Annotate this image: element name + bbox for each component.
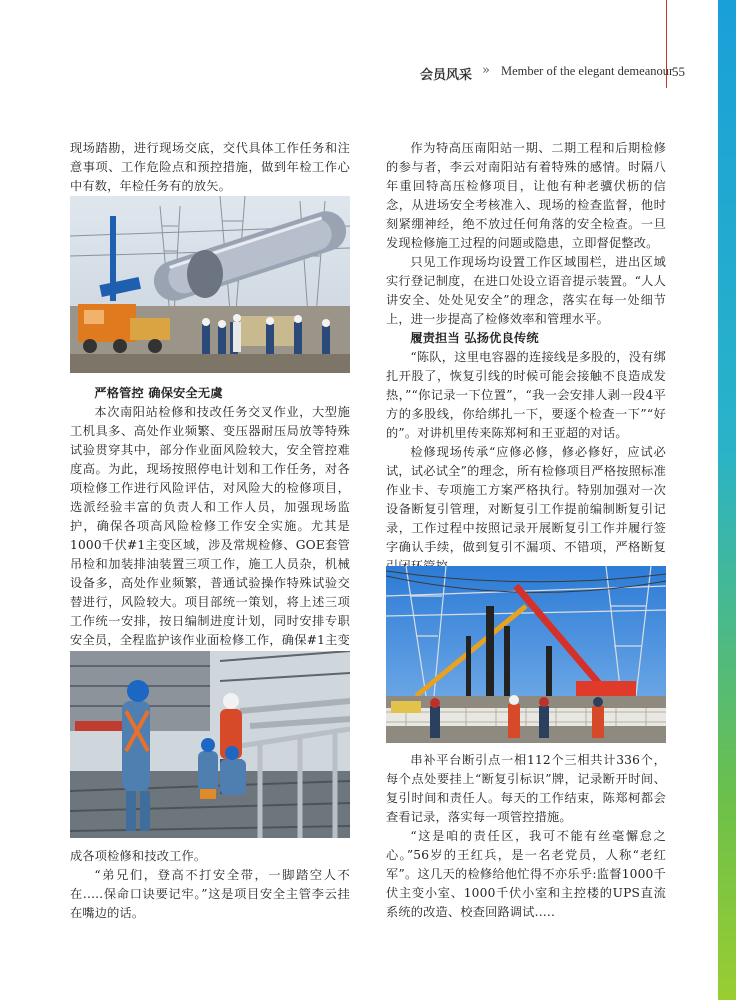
body-paragraph: 检修现场传承“应修必修，修必修好，应试必试，试必试全”的理念，所有检修项目严格按照标准作业卡、专项施工方案严格执行。特别加强对一次设备断复引管理，对断复引工作提前编制断复引记录，工作过程中按照记录开展断复引工作并履行签字确认手续，做到复引不漏项、不错项，严格断复 xyxy=(386,445,666,554)
left-column-body xyxy=(70,384,350,669)
right-column-bottom xyxy=(386,751,666,922)
photo-cranes-substation xyxy=(386,566,666,743)
intro-paragraph: 现场踏勘，进行现场交底，交代具体工作任务和注意事项、工作危险点和预控措施，做到年检工作心中有数，年检任务有的放矢。 xyxy=(70,141,350,193)
continued-paragraph: 成各项检修和技改工作。 xyxy=(70,849,207,863)
photo-transformer-lifting xyxy=(70,196,350,373)
subheading-strict-control: 严格管控 确保安全无虞 xyxy=(94,386,223,400)
section-title-en: Member of the elegant demeanour xyxy=(501,64,674,78)
page-number: 55 xyxy=(672,64,685,79)
quote-paragraph: “弟兄们，登高不打安全带，一脚踏空人不在.....保命口诀要记牢。”这是项目安全主管李云挂在嘴边的话。 xyxy=(70,868,350,920)
section-title-cn: 会员风采 xyxy=(420,68,473,83)
body-paragraph: 作为特高压南阳站一期、二期工程和后期检修的参与者，李云对南阳站有着特殊的感情。时隔八年重回特高压检修项目，让他有种老骥伏枥的信念，从进场安全考核准入、现场的检查监督，他时刻紧绷神经，绝不放过任何角落的安全检查。一旦发现检修施工过程的问题或隐患，立即督促整改。 xyxy=(386,141,666,250)
body-paragraph: 串补平台断引点一相112个三相共计336个，每个点处要挂上“断复引标识”牌，记录断开时间、复引时间和责任人。每天的工作结束，陈郑柯都会查看记录，落实每一项管控措施。 xyxy=(386,753,666,824)
left-column-end xyxy=(70,847,350,923)
left-column-intro xyxy=(70,139,350,196)
body-paragraph: 本次南阳站检修和技改任务交叉作业，大型施工机具多、高处作业频繁、变压器耐压局放等特殊试验贯穿其中，部分作业面风险较大，安全管控难度高。为此，现场按照停电计划和工作任务，对各项检修工作进行风险评估，对风险大的检修项目，选派经验丰富的负责人和工作人员，加强现场监护，确保各项高风险检修工作安全实施。尤其是1000千伏#1主变区域，涉及常规检修、GOE套管吊检和加装排油装置三项工作，施工人员杂，机械设备多，高处作业频繁，普通试验操作特殊试验交替进行，风险较大。项目部统一策划，将上述三项工作统一安排，按日编制进度计划，同时安排专职安全员，全程监护该作业面检修工作，确保#1主变 xyxy=(70,405,350,647)
right-column-top xyxy=(386,139,666,576)
body-paragraph: 只见工作现场均设置工作区域围栏，进出区域实行登记制度，在进口处设立语音提示装置。“人人讲安全、处处见安全”的理念，落实在每一处细节上，进一步提高了检修效率和管理水平。 xyxy=(386,255,666,326)
subheading-duty: 履责担当 弘扬优良传统 xyxy=(410,331,539,345)
page-edge-color-bar xyxy=(718,0,736,1000)
photo-workers-harness xyxy=(70,651,350,838)
double-chevron-icon: » xyxy=(482,63,490,78)
page-header xyxy=(410,64,690,84)
quote-paragraph: “这是咱的责任区，我可不能有丝毫懈怠之心。”56岁的王红兵，是一名老党员，人称“老红军”。这几天的检修给他忙得不亦乐乎:监督1000千伏主变小室、1000千伏小室和主控楼的UPS直流系统的改造、校查回路调试..... xyxy=(386,829,666,919)
dialogue-paragraph: “陈队，这里电容器的连接线是多股的，没有绑扎开股了，恢复引线的时候可能会接触不良造成发热，”“你记录一下位置”，“我一会安排人剥一段4平方的多股线，你给绑扎一下，要逐个检查一下”“好的”。对讲机里传来陈郑柯和王亚超的对话。 xyxy=(386,350,666,440)
